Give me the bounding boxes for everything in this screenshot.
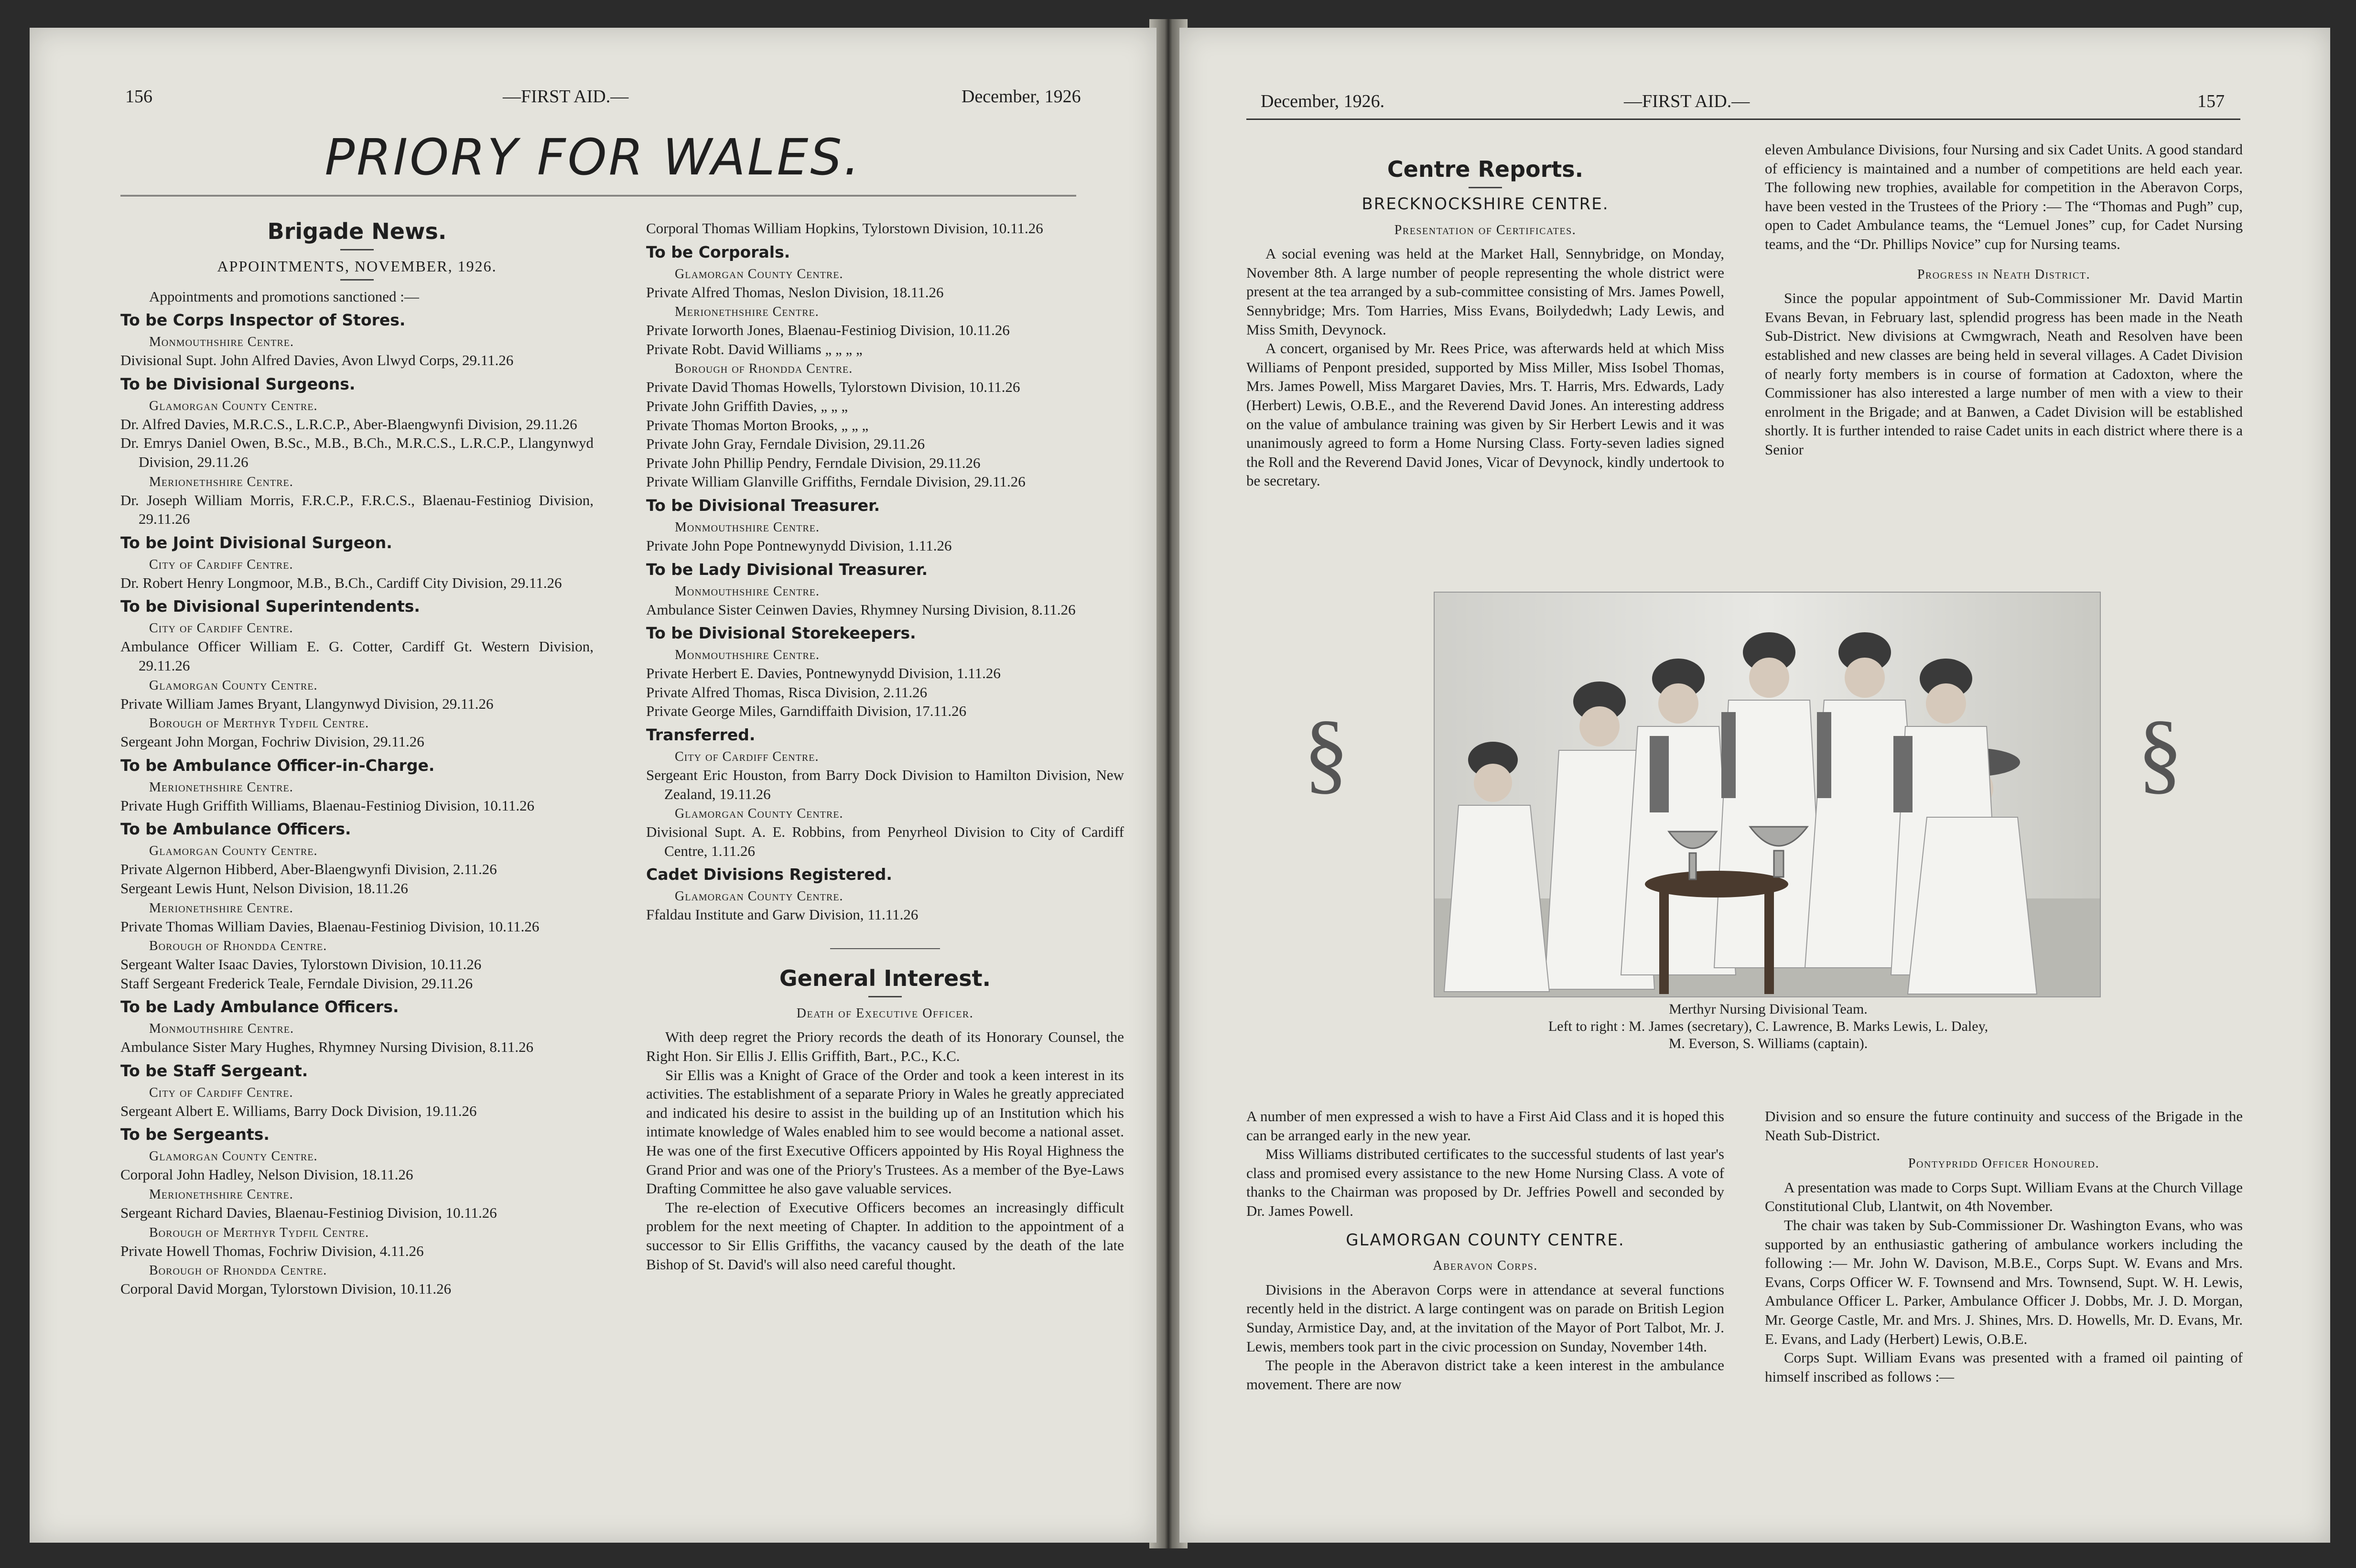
paragraph: The chair was taken by Sub-Commissioner Dr. Washington Evans, who was supported by an enthusiastic gathering of ambulance workers including the following :— Mr. John W. Davison, M.B.E., Corps Supt. W. Evans and Mrs. Evans, Corps Officer W. F. Townsend and Mrs. Townsend, Supt. W. H. Lewis, Ambulance Officer L. Parker, Ambulance Officer J. Dobbs, Mr. J. D. Morgan, Mr. George Castle, Mr. and Mrs. J. Shines, Mrs. D. Howells, Mr. D. Evans, Mr. E. Evans, and Lady (Herbert) Lewis, O.B.E. <box>1765 1216 2243 1347</box>
appointment-entry: Staff Sergeant Frederick Teale, Ferndale Division, 29.11.26 <box>120 974 473 992</box>
centre-name: Monmouthshire Centre. <box>675 519 820 535</box>
paragraph: A social evening was held at the Market Hall, Sennybridge, on Monday, November 8th. A large number of people representing the whole district were present at the tea arranged by a sub-committee consisting of Mrs. James Powell, Sennybridge; Mrs. Tom Harries, Miss Evans, Boilydedwh; Lady Lewis, and Miss Smith, Devynock. <box>1246 245 1724 338</box>
scroll-ornament-right-icon: § <box>2137 703 2183 803</box>
appointment-entry: Private Howell Thomas, Fochriw Division, 4.11.26 <box>120 1242 424 1259</box>
appointment-entry: Private Thomas William Davies, Blaenau-Festiniog Division, 10.11.26 <box>120 918 540 935</box>
heading-ambulance-officers: To be Ambulance Officers. <box>120 820 351 839</box>
appointment-entry: Divisional Supt. John Alfred Davies, Avon Llwyd Corps, 29.11.26 <box>120 352 514 369</box>
divider <box>1469 187 1502 188</box>
paragraph: A presentation was made to Corps Supt. William Evans at the Church Village Constitutional Club, Llantwit, on 4th November. <box>1765 1179 2243 1215</box>
paragraph: eleven Ambulance Divisions, four Nursing and six Cadet Units. A good standard of efficiency is maintained and a number of competitions are held each year. The following new trophies, available for competition in the Aberavon Corps, have been vested in the Trustees of the Priory :— The “Thomas and Pugh” cup, open to Cadet Ambulance teams, the “Lemuel Jones” cup, for Cadet Nursing teams, and the “Dr. Phillips Novice” cup for Nursing teams. <box>1765 141 2243 252</box>
appointments-heading: APPOINTMENTS, NOVEMBER, 1926. <box>217 258 497 275</box>
glamorgan-column <box>1246 1107 1724 1394</box>
paragraph: With deep regret the Priory records the death of its Honorary Counsel, the Right Hon. Sir Ellis J. Ellis Griffith, Bart., P.C., K.C. <box>646 1028 1124 1065</box>
scroll-ornament-left-icon: § <box>1303 703 1349 803</box>
appointment-entry: Private Hugh Griffith Williams, Blaenau-Festiniog Division, 10.11.26 <box>120 797 535 814</box>
appointment-entry: Private George Miles, Garndiffaith Division, 17.11.26 <box>646 703 967 720</box>
appointment-entry: Private Thomas Morton Brooks, „ „ „ <box>646 416 869 433</box>
centre-name: Borough of Rhondda Centre. <box>149 1263 327 1278</box>
heading-treasurer: To be Divisional Treasurer. <box>646 496 880 515</box>
heading-staff-sergeant: To be Staff Sergeant. <box>120 1061 308 1080</box>
photo-caption-names-2: M. Everson, S. Williams (captain). <box>1668 1036 1868 1051</box>
centre-name: Glamorgan County Centre. <box>149 678 318 693</box>
right-running-date: December, 1926. <box>1261 91 1385 111</box>
appointment-entry: Divisional Supt. A. E. Robbins, from Penyrheol Division to City of Cardiff Centre, 1.11.26 <box>646 823 1124 859</box>
appointment-entry: Ambulance Officer William E. G. Cotter, Cardiff Gt. Western Division, 29.11.26 <box>120 638 594 674</box>
centre-name: Glamorgan County Centre. <box>149 843 318 859</box>
centre-name: Monmouthshire Centre. <box>675 648 820 663</box>
centre-name: Borough of Rhondda Centre. <box>675 361 853 377</box>
appointment-entry: Private Iorworth Jones, Blaenau-Festiniog Division, 10.11.26 <box>646 322 1010 339</box>
heading-stores: To be Corps Inspector of Stores. <box>120 311 406 330</box>
appointment-entry: Private Algernon Hibberd, Aber-Blaengwynfi Division, 2.11.26 <box>120 861 497 878</box>
paragraph: A concert, organised by Mr. Rees Price, was afterwards held at which Miss Williams of Penpont presided, supported by Miss Miller, Miss Isobel Thomas, Mrs. James Powell, Miss Margaret Davies, Mrs. T. Harris, Mrs. Edwards, Lady (Herbert) Lewis, O.B.E., and the Reverend David Jones. An interesting address on the value of ambulance training was given by Sir Herbert Lewis and it was unanimously agreed to form a Home Nursing Class. Forty-seven ladies signed the Roll and the Reverend David Jones, Vicar of Devynock, kindly undertook to be secretary. <box>1246 340 1724 489</box>
appointment-entry: Corporal Thomas William Hopkins, Tylorstown Division, 10.11.26 <box>646 220 1043 237</box>
appointment-entry: Private John Pope Pontnewynydd Division, 1.11.26 <box>646 537 952 554</box>
centre-name: City of Cardiff Centre. <box>149 1085 293 1100</box>
centre-name: Glamorgan County Centre. <box>675 806 843 822</box>
photo-caption-names: Left to right : M. James (secretary), C. Lawrence, B. Marks Lewis, L. Daley, <box>1548 1018 1989 1034</box>
section-divider <box>830 924 940 949</box>
appointment-entry: Sergeant Albert E. Williams, Barry Dock Division, 19.11.26 <box>120 1102 477 1119</box>
centre-name: City of Cardiff Centre. <box>675 749 819 764</box>
appointment-entry: Private John Phillip Pendry, Ferndale Division, 29.11.26 <box>646 454 981 471</box>
centre-name: Merionethshire Centre. <box>149 1187 293 1202</box>
paragraph: The people in the Aberavon district take a keen interest in the ambulance movement. There are now <box>1246 1357 1724 1393</box>
right-running-title: —FIRST AID.— <box>1624 91 1750 111</box>
heading-surgeons: To be Divisional Surgeons. <box>120 374 356 393</box>
heading-storekeepers: To be Divisional Storekeepers. <box>646 624 916 643</box>
left-page-number: 156 <box>125 87 152 107</box>
heading-officer-in-charge: To be Ambulance Officer-in-Charge. <box>120 756 435 775</box>
appointment-entry: Dr. Joseph William Morris, F.R.C.P., F.R.C.S., Blaenau-Festiniog Division, 29.11.26 <box>120 491 594 528</box>
paragraph: Divisions in the Aberavon Corps were in attendance at several functions recently held in the district. A large contingent was on parade on British Legion Sunday, Armistice Day, and, at the invitation of the Mayor of Port Talbot, Mr. J. Lewis, members took part in the civic procession on Sunday, November 14th. <box>1246 1281 1724 1355</box>
header-rule <box>1246 119 2240 120</box>
intro-text: Appointments and promotions sanctioned :— <box>149 288 419 305</box>
appointment-entry: Ambulance Sister Ceinwen Davies, Rhymney Nursing Division, 8.11.26 <box>646 601 1076 618</box>
centre-name: Glamorgan County Centre. <box>675 266 843 281</box>
brigade-news-title: Brigade News. <box>267 218 447 244</box>
appointment-entry: Sergeant Eric Houston, from Barry Dock Division to Hamilton Division, New Zealand, 19.11.26 <box>646 766 1124 802</box>
nursing-team-photo <box>1434 592 2101 997</box>
centre-name: Borough of Merthyr Tydfil Centre. <box>149 716 369 731</box>
centre-name: Merionethshire Centre. <box>149 474 293 489</box>
pontypridd-column <box>1765 1107 2243 1386</box>
divider <box>340 279 374 281</box>
heading-superintendents: To be Divisional Superintendents. <box>120 597 420 616</box>
neath-column <box>1765 140 2243 459</box>
centre-reports-title: Centre Reports. <box>1387 156 1584 182</box>
centre-name: Merionethshire Centre. <box>149 900 293 916</box>
aberavon-subheading: Aberavon Corps. <box>1433 1258 1538 1274</box>
appointment-entry: Corporal John Hadley, Nelson Division, 18.11.26 <box>120 1166 413 1183</box>
appointments-column-2 <box>646 219 1124 1274</box>
left-running-title: —FIRST AID.— <box>503 87 629 107</box>
appointment-entry: Private William Glanville Griffiths, Ferndale Division, 29.11.26 <box>646 473 1026 490</box>
paragraph: The re-election of Executive Officers becomes an increasingly difficult problem for the next meeting of Chapter. In addition to the appointment of a successor to Sir Ellis Griffiths, the vacancy caused by the death of the late Bishop of St. David's will also need careful thought. <box>646 1199 1124 1273</box>
left-running-date: December, 1926 <box>962 87 1081 107</box>
centre-name: Borough of Rhondda Centre. <box>149 939 327 954</box>
heading-joint-surgeon: To be Joint Divisional Surgeon. <box>120 533 392 552</box>
divider <box>340 249 374 250</box>
appointment-entry: Ffaldau Institute and Garw Division, 11.11.26 <box>646 906 919 923</box>
appointment-entry: Dr. Emrys Daniel Owen, B.Sc., M.B., B.Ch., M.R.C.S., L.R.C.P., Llangynwyd Division, 29.11.26 <box>120 434 594 470</box>
neath-subheading: Progress in Neath District. <box>1917 267 2091 282</box>
right-page-number: 157 <box>2197 91 2225 111</box>
appointment-entry: Sergeant John Morgan, Fochriw Division, 29.11.26 <box>120 733 424 750</box>
heading-sergeants: To be Sergeants. <box>120 1125 270 1144</box>
appointment-entry: Ambulance Sister Mary Hughes, Rhymney Nursing Division, 8.11.26 <box>120 1038 534 1056</box>
centre-name: City of Cardiff Centre. <box>149 557 293 572</box>
appointment-entry: Sergeant Walter Isaac Davies, Tylorstown Division, 10.11.26 <box>120 956 482 973</box>
main-title: PRIORY FOR WALES. <box>324 128 862 186</box>
pontypridd-subheading: Pontypridd Officer Honoured. <box>1908 1156 2100 1171</box>
heading-corporals: To be Corporals. <box>646 242 790 261</box>
brigade-news-column <box>120 216 594 1298</box>
centre-reports-column <box>1246 154 1724 490</box>
appointment-entry: Dr. Robert Henry Longmoor, M.B., B.Ch., Cardiff City Division, 29.11.26 <box>120 574 562 591</box>
glamorgan-heading: GLAMORGAN COUNTY CENTRE. <box>1346 1230 1625 1250</box>
appointment-entry: Private Herbert E. Davies, Pontnewynydd Division, 1.11.26 <box>646 665 1001 682</box>
centre-name: Monmouthshire Centre. <box>149 1021 294 1037</box>
title-rule <box>120 195 1076 199</box>
centre-name: Glamorgan County Centre. <box>149 398 318 413</box>
appointment-entry: Private William James Bryant, Llangynwyd Division, 29.11.26 <box>120 695 494 712</box>
centre-name: Glamorgan County Centre. <box>149 1149 318 1164</box>
paragraph: Since the popular appointment of Sub-Commissioner Mr. David Martin Evans Bevan, in February last, splendid progress has been made in the Neath Sub-District. New divisions at Cwmgwrach, Neath and Resolven have been established and new classes are being held in several villages. A Cadet Division of nearly forty members is in course of formation at Cadoxton, where the Commissioner has also interested a large number of men with a view to their enrolment in the Brigade; and at Banwen, a Cadet Division will be established shortly. It is further intended to raise Cadet units in each district where there is a Senior <box>1765 290 2243 458</box>
appointment-entry: Private Robt. David Williams „ „ „ „ <box>646 340 863 357</box>
centre-name: Merionethshire Centre. <box>675 304 819 320</box>
paragraph: Sir Ellis was a Knight of Grace of the Order and took a keen interest in its activities. The establishment of a separate Priory in Wales he greatly appreciated and indicated his desire to assist in the building up of an Institution which his intimate knowledge of Wales enabled him to see would become a national asset. He was one of the first Executive Officers appointed by His Royal Highness the Grand Prior and was one of the Priory's Trustees. As a member of the Bye-Laws Drafting Committee he also gave valuable services. <box>646 1066 1124 1197</box>
centre-name: Merionethshire Centre. <box>149 779 293 795</box>
paragraph: Miss Williams distributed certificates to the successful students of last year's class and promised every assistance to the new Home Nursing Class. A vote of thanks to the Chairman was proposed by Dr. Jeffries Powell and seconded by Dr. James Powell. <box>1246 1146 1724 1219</box>
paragraph: A number of men expressed a wish to have a First Aid Class and it is hoped this can be arranged early in the new year. <box>1246 1108 1724 1144</box>
heading-cadet-divisions: Cadet Divisions Registered. <box>646 865 892 884</box>
nursing-team-photo-illustration <box>1435 593 2100 996</box>
appointment-entry: Private Alfred Thomas, Risca Division, 2.11.26 <box>646 683 928 701</box>
paragraph: Corps Supt. William Evans was presented with a framed oil painting of himself inscribed as follows :— <box>1765 1349 2243 1385</box>
heading-transferred: Transferred. <box>646 725 756 744</box>
brecknock-heading: BRECKNOCKSHIRE CENTRE. <box>1362 195 1609 214</box>
centre-name: Monmouthshire Centre. <box>675 584 820 599</box>
appointment-entry: Private John Gray, Ferndale Division, 29.11.26 <box>646 435 925 453</box>
heading-lady-treasurer: To be Lady Divisional Treasurer. <box>646 560 928 579</box>
presentation-subheading: Presentation of Certificates. <box>1394 222 1577 238</box>
appointment-entry: Private David Thomas Howells, Tylorstown Division, 10.11.26 <box>646 378 1020 396</box>
appointment-entry: Corporal David Morgan, Tylorstown Division, 10.11.26 <box>120 1280 452 1298</box>
general-interest-title: General Interest. <box>779 965 991 991</box>
heading-lady-officers: To be Lady Ambulance Officers. <box>120 997 399 1016</box>
centre-name: Borough of Merthyr Tydfil Centre. <box>149 1225 369 1240</box>
centre-name: Glamorgan County Centre. <box>675 889 843 904</box>
divider <box>868 996 902 997</box>
paragraph: Division and so ensure the future continuity and success of the Brigade in the Neath Sub-District. <box>1765 1108 2243 1144</box>
photo-caption-title: Merthyr Nursing Divisional Team. <box>1669 1001 1868 1017</box>
appointment-entry: Sergeant Lewis Hunt, Nelson Division, 18.11.26 <box>120 879 408 897</box>
appointment-entry: Private John Griffith Davies, „ „ „ <box>646 397 848 414</box>
centre-name: City of Cardiff Centre. <box>149 621 293 636</box>
death-subheading: Death of Executive Officer. <box>796 1006 974 1021</box>
appointment-entry: Private Alfred Thomas, Neslon Division, 18.11.26 <box>646 283 944 301</box>
centre-name: Monmouthshire Centre. <box>149 335 294 350</box>
appointment-entry: Sergeant Richard Davies, Blaenau-Festiniog Division, 10.11.26 <box>120 1204 497 1222</box>
left-page <box>30 28 1156 1543</box>
appointment-entry: Dr. Alfred Davies, M.R.C.S., L.R.C.P., Aber-Blaengwynfi Division, 29.11.26 <box>120 415 577 433</box>
